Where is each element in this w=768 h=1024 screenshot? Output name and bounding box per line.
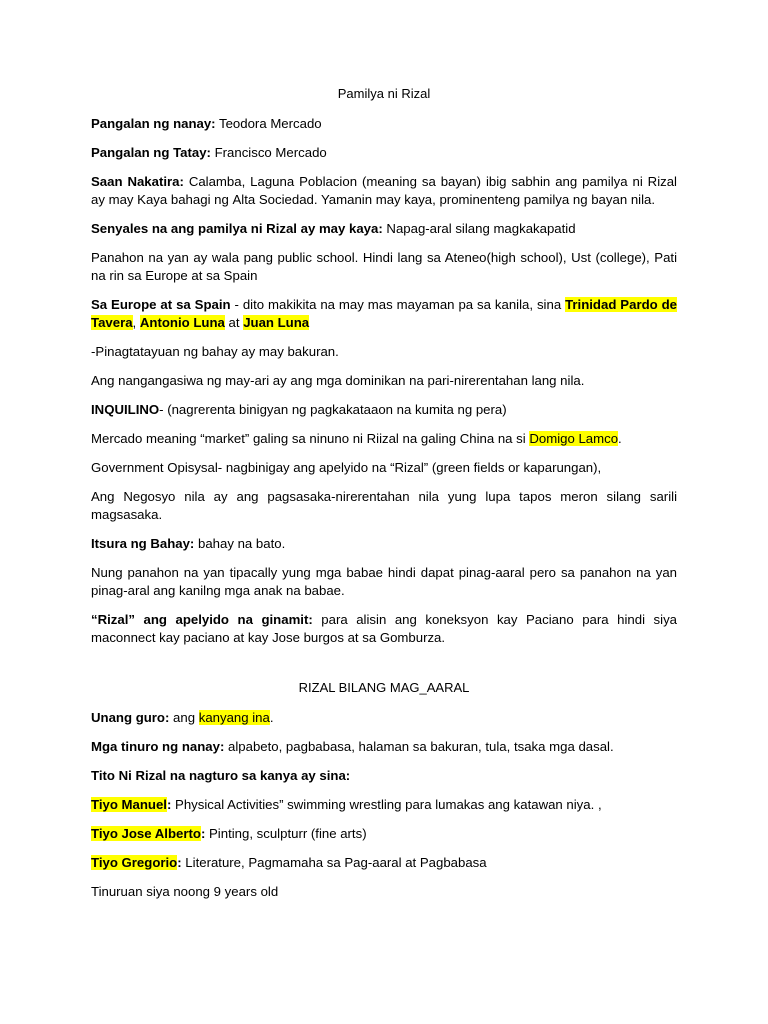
paragraph-europe: [91, 296, 677, 332]
text-unang-guro: ang: [169, 710, 199, 725]
highlight-trinidad: Trinidad Pardo de Tavera: [91, 297, 678, 330]
label-rizal-apelyido: “Rizal” ang apelyido na ginamit:: [91, 612, 313, 627]
text-unang-guro-end: .: [269, 710, 274, 725]
paragraph-nung-panahon: Nung panahon na yan tipacally yung mga babae hindi dapat pinag-aaral pero sa panahon na yan pinag-aral ang kanilng mga anak na babae.: [91, 565, 677, 598]
paragraph-nanay: [91, 115, 677, 133]
label-tinuro: Mga tinuro ng nanay:: [91, 739, 225, 754]
paragraph-government: Government Opisysal- nagbinigay ang apelyido na “Rizal” (green fields or kaparungan),: [91, 460, 602, 475]
paragraph-tiyo-jose-alberto: [91, 825, 677, 843]
separator-europe-2: at: [224, 315, 244, 330]
value-tiyo-gregorio: Literature, Pagmamaha sa Pag-aaral at Pagbabasa: [181, 855, 487, 870]
value-nanay: Teodora Mercado: [215, 116, 322, 131]
paragraph-rizal-apelyido: [91, 611, 677, 647]
label-nanay: Pangalan ng nanay:: [91, 116, 216, 131]
value-rizal-apelyido: para alisin ang koneksyon kay Paciano para hindi siya maconnect kay paciano at kay Jose burgos at sa Gomburza.: [91, 612, 677, 645]
text-mercado: Mercado meaning “market” galing sa ninuno ni Riizal na galing China na si: [91, 431, 530, 446]
label-senyales: Senyales na ang pamilya ni Rizal ay may kaya:: [91, 221, 383, 236]
paragraph-itsura: [91, 535, 677, 553]
document-body: [91, 86, 677, 912]
paragraph-panahon: Panahon na yan ay wala pang public school. Hindi lang sa Ateneo(high school), Ust (college), Pati na rin sa Europe at sa Spain: [91, 250, 677, 283]
paragraph-nangangasiwa: Ang nangangasiwa ng may-ari ay ang mga dominikan na pari-nirerentahan lang nila.: [91, 373, 585, 388]
section-spacer: [91, 658, 677, 680]
highlight-antonio-luna: Antonio Luna: [139, 315, 225, 330]
value-tatay: Francisco Mercado: [210, 145, 327, 160]
colon-tiyo-gregorio: :: [177, 855, 182, 870]
value-inquilino: - (nagrerenta binigyan ng pagkakataaon na kumita ng pera): [159, 402, 507, 417]
section-heading-pamilya: Pamilya ni Rizal: [337, 86, 431, 101]
value-senyales: Napag-aral silang magkakapatid: [382, 221, 576, 236]
label-europe: Sa Europe at sa Spain: [91, 297, 231, 312]
paragraph-negosyo: Ang Negosyo nila ay ang pagsasaka-nirerentahan nila yung lupa tapos meron silang sarili magsasaka.: [91, 489, 677, 522]
paragraph-inquilino: [91, 401, 677, 419]
label-saan: Saan Nakatira:: [91, 174, 184, 189]
paragraph-tatay: [91, 144, 677, 162]
paragraph-unang-guro: [91, 709, 677, 727]
separator-europe-1: ,: [132, 315, 137, 330]
highlight-domigo-lamco: Domigo Lamco: [529, 431, 619, 446]
label-itsura: Itsura ng Bahay:: [91, 536, 195, 551]
label-tatay: Pangalan ng Tatay:: [91, 145, 211, 160]
text-mercado-end: .: [618, 431, 622, 446]
highlight-kanyang-ina: kanyang ina: [198, 710, 270, 725]
text-alta-sociedad: Alta Sociedad: [232, 192, 314, 207]
colon-tiyo-jose-alberto: :: [200, 826, 206, 841]
label-inquilino: INQUILINO: [91, 402, 160, 417]
value-tiyo-manuel: Physical Activities” swimming wrestling para lumakas ang katawan niya. ,: [171, 797, 602, 812]
text-europe: - dito makikita na may mas mayaman pa sa kanila, sina: [230, 297, 566, 312]
highlight-tiyo-gregorio: Tiyo Gregorio: [91, 855, 178, 870]
paragraph-pinagtatayuan: -Pinagtatayuan ng bahay ay may bakuran.: [91, 344, 339, 359]
paragraph-senyales: [91, 220, 677, 238]
value-tinuro: alpabeto, pagbabasa, halaman sa bakuran, tula, tsaka mga dasal.: [224, 739, 614, 754]
paragraph-tiyo-gregorio: [91, 854, 677, 872]
paragraph-tiyo-manuel: [91, 796, 677, 814]
paragraph-mercado: [91, 430, 677, 448]
paragraph-tinuro: [91, 738, 677, 756]
text-saan-2: . Yamanin may kaya, prominenteng pamilya ng bayan nila.: [313, 192, 656, 207]
paragraph-tito: Tito Ni Rizal na nagturo sa kanya ay sina:: [91, 768, 351, 783]
value-tiyo-jose-alberto: Pinting, sculpturr (fine arts): [205, 826, 367, 841]
colon-tiyo-manuel: :: [166, 797, 172, 812]
value-itsura: bahay na bato.: [194, 536, 286, 551]
text-saan-1: Calamba, Laguna Poblacion (meaning sa bayan) ibig sabhin ang pamilya ni Rizal ay may Kaya bahagi ng: [91, 174, 677, 207]
highlight-juan-luna: Juan Luna: [243, 315, 310, 330]
highlight-tiyo-manuel: Tiyo Manuel: [91, 797, 167, 812]
paragraph-saan: [91, 173, 677, 209]
label-unang-guro: Unang guro:: [91, 710, 170, 725]
section-heading-mag-aaral: RIZAL BILANG MAG_AARAL: [298, 680, 470, 695]
highlight-tiyo-jose-alberto: Tiyo Jose Alberto: [91, 826, 201, 841]
paragraph-tinuruan: Tinuruan siya noong 9 years old: [91, 884, 279, 899]
